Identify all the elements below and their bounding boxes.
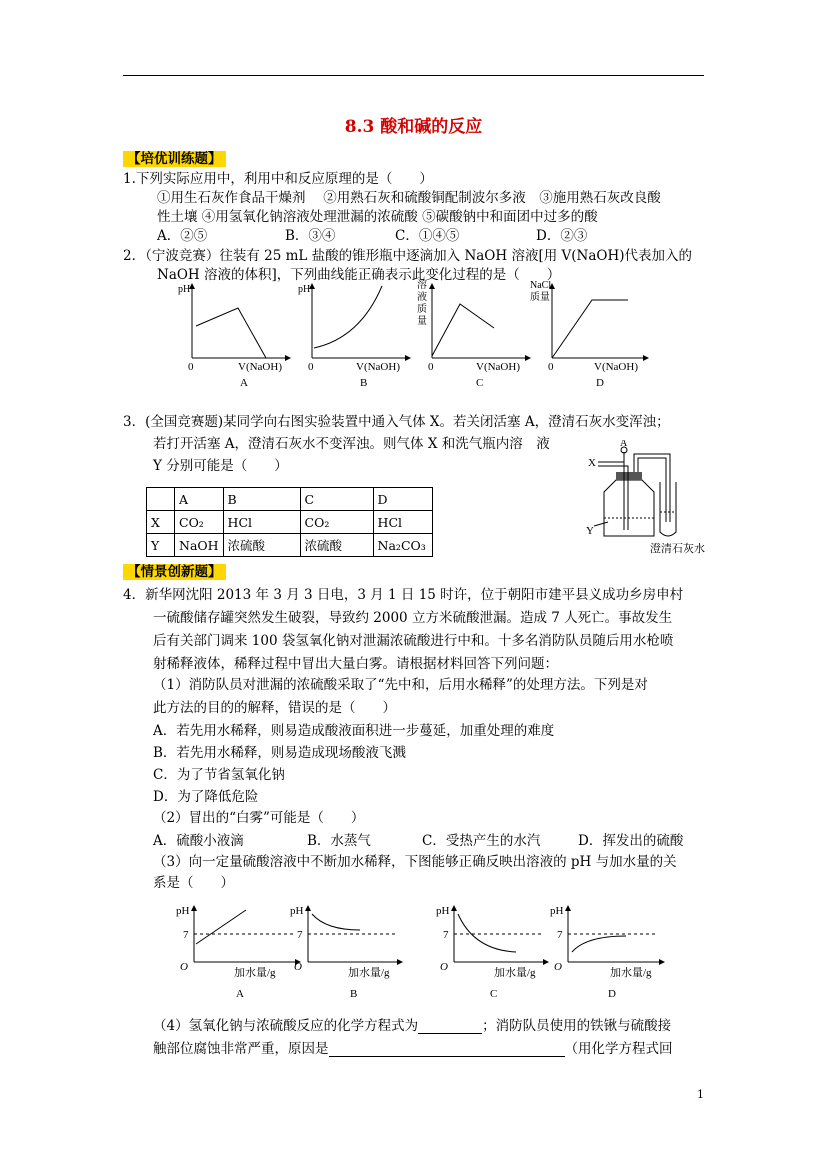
q4-p2-stem: （2）冒出的“白雾”可能是（ ） bbox=[153, 810, 365, 826]
answer-blank-1[interactable] bbox=[418, 1017, 482, 1034]
q4-p4-text4: （用化学方程式回 bbox=[564, 1041, 673, 1057]
q1-option-b: B．③④ bbox=[285, 228, 336, 244]
q2-d-y1: NaCl bbox=[530, 280, 552, 291]
q4-graph-a bbox=[176, 905, 300, 1000]
q2-b-x: V(NaOH) bbox=[356, 361, 400, 373]
q2-c-y2: 液 bbox=[417, 292, 427, 303]
q4-p2-option-c: C．受热产生的水汽 bbox=[422, 833, 541, 849]
table-cell bbox=[147, 488, 175, 511]
q2-curve-c bbox=[432, 304, 494, 356]
section-label-scenario: 【情景创新题】 bbox=[123, 560, 226, 580]
q4-curve-b bbox=[312, 914, 360, 930]
q4-curve-d bbox=[572, 936, 626, 952]
q4-line1: 4．新华网沈阳 2013 年 3 月 3 日电，3 月 1 日 15 时许，位于朝阳市建平县义成功乡房申村 bbox=[123, 587, 684, 603]
table-cell: CO₂ bbox=[300, 511, 373, 534]
q2-a-x: V(NaOH) bbox=[238, 361, 282, 373]
table-cell: Y bbox=[147, 534, 175, 557]
q4-line3: 后有关部门调来 100 袋氢氧化钠对泄漏浓硫酸进行中和。十多名消防队员随后用水枪喷 bbox=[153, 633, 674, 649]
table-row bbox=[147, 488, 433, 511]
q4-graph-d bbox=[550, 905, 664, 1000]
q2-c-y4: 量 bbox=[417, 316, 427, 327]
q4-p3-line1: （3）向一定量硫酸溶液中不断加水稀释，下图能够正确反映出溶液的 pH 与加水量的关 bbox=[153, 854, 677, 870]
q4-c-y: pH bbox=[436, 905, 450, 917]
q4-p1-option-a: A．若先用水稀释，则易造成酸液面积进一步蔓延，加重处理的难度 bbox=[153, 723, 555, 739]
q4-a-label: A bbox=[236, 988, 244, 1000]
page-title: 8.3 酸和碱的反应 bbox=[344, 117, 483, 137]
q4-graphs bbox=[170, 900, 670, 1005]
q3-options-table bbox=[146, 487, 433, 557]
q4-p4-line2 bbox=[153, 1037, 673, 1057]
table-cell: 浓硫酸 bbox=[223, 534, 300, 557]
q1-line2: 性土壤 ④用氢氧化钠溶液处理泄漏的浓硫酸 ⑤碳酸钠中和面团中过多的酸 bbox=[157, 209, 598, 225]
q2-a-label: A bbox=[240, 377, 248, 389]
q4-c-seven: 7 bbox=[443, 929, 449, 941]
q2-curve-d bbox=[552, 300, 628, 358]
q2-c-x: V(NaOH) bbox=[476, 361, 520, 373]
q4-d-x: 加水量/g bbox=[610, 967, 652, 979]
table-cell: 浓硫酸 bbox=[300, 534, 373, 557]
header-rule bbox=[123, 75, 704, 76]
q3-line3: Y 分别可能是（ ） bbox=[153, 458, 288, 474]
q4-p1-option-c: C．为了节省氢氧化钠 bbox=[153, 767, 285, 783]
q4-p4-text3: 触部位腐蚀非常严重，原因是 bbox=[153, 1041, 329, 1057]
q4-b-x: 加水量/g bbox=[348, 967, 390, 979]
q4-b-seven: 7 bbox=[297, 929, 303, 941]
q4-p1-option-b: B．若先用水稀释，则易造成现场酸液飞溅 bbox=[153, 745, 406, 761]
table-row bbox=[147, 534, 433, 557]
q4-curve-c bbox=[458, 914, 516, 952]
q4-p2-option-a: A．硫酸小液滴 bbox=[153, 833, 244, 849]
q2-graph-a bbox=[178, 284, 290, 389]
q1-line1: ①用生石灰作食品干燥剂 ②用熟石灰和硫酸铜配制波尔多液 ③施用熟石灰改良酸 bbox=[157, 190, 661, 206]
q2-b-o: 0 bbox=[308, 361, 314, 373]
q4-p4-text1: （4）氢氧化钠与浓硫酸反应的化学方程式为 bbox=[153, 1018, 419, 1034]
q4-p2-option-b: B．水蒸气 bbox=[307, 833, 371, 849]
q4-p2-option-d: D．挥发出的硫酸 bbox=[578, 833, 684, 849]
q4-line4: 射稀释液体，稀释过程中冒出大量白雾。请根据材料回答下列问题： bbox=[153, 656, 558, 672]
q4-d-label: D bbox=[608, 988, 616, 1000]
caption-limewater: 澄清石灰水 bbox=[650, 543, 705, 555]
q2-c-o: 0 bbox=[428, 361, 434, 373]
q4-c-label: C bbox=[490, 988, 498, 1000]
q4-curve-a bbox=[196, 910, 246, 944]
q2-d-o: 0 bbox=[548, 361, 554, 373]
table-cell: B bbox=[223, 488, 300, 511]
wash-bottle bbox=[604, 480, 654, 536]
q2-line1: 2．（宁波竞赛）往装有 25 mL 盐酸的锥形瓶中逐滴加入 NaOH 溶液[用 V(NaOH)代表加入的 bbox=[123, 248, 692, 264]
q2-curve-a bbox=[196, 308, 266, 358]
q3-apparatus bbox=[584, 440, 714, 555]
q2-graph-c bbox=[417, 278, 530, 389]
q2-graph-d bbox=[530, 280, 648, 389]
q1-stem: 1.下列实际应用中，利用中和反应原理的是（ ） bbox=[123, 171, 433, 187]
page-number: 1 bbox=[697, 1088, 704, 1101]
table-cell: X bbox=[147, 511, 175, 534]
answer-blank-2[interactable] bbox=[329, 1040, 565, 1057]
q4-p1-option-d: D．为了降低危险 bbox=[153, 789, 259, 805]
q4-a-o: O bbox=[180, 961, 188, 973]
section-label-training: 【培优训练题】 bbox=[123, 147, 226, 167]
q2-b-y: pH bbox=[298, 284, 311, 295]
q2-line2: NaOH 溶液的体积]，下列曲线能正确表示此变化过程的是（ ） bbox=[157, 267, 561, 283]
bottle-stopper bbox=[616, 472, 642, 480]
q2-curve-b bbox=[314, 286, 382, 348]
q4-graph-c bbox=[436, 905, 548, 1000]
q4-line2: 一硫酸储存罐突然发生破裂，导致约 2000 立方米硫酸泄漏。造成 7 人死亡。事故发生 bbox=[153, 610, 673, 626]
label-x: X bbox=[588, 457, 596, 469]
q4-d-y: pH bbox=[550, 905, 564, 917]
table-row bbox=[147, 511, 433, 534]
q2-c-y3: 质 bbox=[417, 304, 427, 315]
q3-line2: 若打开活塞 A，澄清石灰水不变浑浊。则气体 X 和洗气瓶内溶 液 bbox=[153, 436, 550, 452]
q4-p1-line2: 此方法的目的的解释，错误的是（ ） bbox=[153, 700, 396, 716]
table-cell: NaOH bbox=[175, 534, 224, 557]
q4-a-y: pH bbox=[176, 905, 190, 917]
q1-option-d: D．②③ bbox=[536, 228, 588, 244]
label-y: Y bbox=[586, 525, 594, 537]
q3-line1: 3．(全国竞赛题)某同学向右图实验装置中通入气体 X。若关闭活塞 A，澄清石灰水变浑浊； bbox=[123, 414, 670, 430]
q2-a-o: 0 bbox=[188, 361, 194, 373]
q2-c-y1: 溶 bbox=[417, 280, 427, 291]
table-cell: HCl bbox=[373, 511, 432, 534]
q1-option-c: C．①④⑤ bbox=[395, 228, 460, 244]
q4-b-label: B bbox=[350, 988, 358, 1000]
q1-option-a: A．②⑤ bbox=[157, 228, 208, 244]
q2-a-y: pH bbox=[178, 284, 191, 295]
q4-p1-line1: （1）消防队员对泄漏的浓硫酸采取了“先中和，后用水稀释”的处理方法。下列是对 bbox=[153, 677, 648, 693]
q4-d-o: O bbox=[554, 961, 562, 973]
q4-a-seven: 7 bbox=[183, 929, 189, 941]
test-tube bbox=[660, 482, 676, 536]
q2-d-x: V(NaOH) bbox=[594, 361, 638, 373]
q4-b-o: O bbox=[294, 961, 302, 973]
q2-graph-b bbox=[298, 284, 410, 389]
table-cell: D bbox=[373, 488, 432, 511]
q4-a-x: 加水量/g bbox=[234, 967, 276, 979]
table-cell: HCl bbox=[223, 511, 300, 534]
q4-p3-line2: 系是（ ） bbox=[153, 875, 234, 891]
q4-p4-text2: ；消防队员使用的铁锹与硫酸接 bbox=[482, 1018, 672, 1034]
q2-graphs bbox=[170, 278, 650, 396]
q2-c-label: C bbox=[476, 377, 484, 389]
table-cell: A bbox=[175, 488, 224, 511]
table-cell: CO₂ bbox=[175, 511, 224, 534]
q2-b-label: B bbox=[360, 377, 368, 389]
table-cell: C bbox=[300, 488, 373, 511]
q2-d-y2: 质量 bbox=[530, 292, 550, 303]
q4-d-seven: 7 bbox=[557, 929, 563, 941]
label-a: A bbox=[620, 440, 628, 449]
q2-d-label: D bbox=[596, 377, 604, 389]
q4-c-x: 加水量/g bbox=[494, 967, 536, 979]
q4-p4-line1 bbox=[153, 1014, 671, 1034]
q4-graph-b bbox=[290, 905, 402, 1000]
table-cell: Na₂CO₃ bbox=[373, 534, 432, 557]
q4-b-y: pH bbox=[290, 905, 304, 917]
q4-c-o: O bbox=[440, 961, 448, 973]
